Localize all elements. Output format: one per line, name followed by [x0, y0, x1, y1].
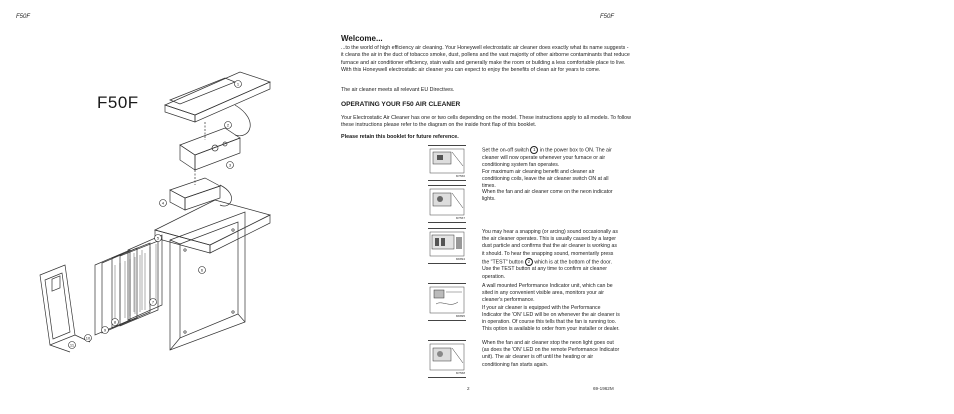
switch-callout: 1 [530, 146, 538, 154]
step-text-before: Set the on-off switch [482, 147, 529, 154]
step-4-illustration [428, 283, 466, 321]
exploded-diagram [30, 60, 280, 360]
callout-label: 8 [113, 319, 117, 325]
welcome-title: Welcome... [341, 34, 383, 43]
step-image-code: M7567 [455, 216, 465, 220]
step-text-before: You may hear a snapping (or arcing) sound occasionally as the air cleaner operates. This is usually caused by a larger dust particle and confirms that the air cleaner is working as it should. To hear the snapping sound, momentarily press the "TEST" button [482, 229, 618, 266]
document-code: 69-1962M [593, 386, 614, 391]
step-image-code: M7566 [455, 174, 465, 178]
step-text-after: in the power box to ON. The air cleaner will now operate whenever your furnace or air conditioning system fan operates. For maximum air cleaning benefit and cleaner air conditioning coils, leave the air cleaner switch ON at all times. [482, 147, 612, 190]
callout-label: 11 [69, 342, 75, 348]
step-5-illustration [428, 340, 466, 378]
step-text-after: which is at the bottom of the door. Use the TEST button at any time to confirm air cleaner operation. [482, 259, 612, 280]
step-image-code: M7568 [455, 371, 465, 375]
callout-label: 10 [85, 335, 91, 341]
step-3-illustration [428, 228, 466, 264]
step-3-text [482, 229, 620, 281]
retain-note: Please retain this booklet for future reference. [341, 134, 459, 140]
callout-label: 4 [161, 200, 165, 206]
test-button-callout: 2 [525, 258, 533, 266]
callout-label: 6 [200, 267, 204, 273]
callout-label: 3 [228, 162, 232, 168]
page-number: 2 [467, 386, 470, 391]
step-4-text: A wall mounted Performance Indicator unit, which can be sited in any convenient visible area, monitors your air cleaner's performance. If your air cleaner is equipped with the Performance Indicator the 'ON' LED will be on whenever the air cleaner is in operation. Of course this tells that the fan is running too. This option is available to order from your installer or dealer. [482, 283, 620, 333]
step-image-code: M6894 [455, 257, 465, 261]
callout-label: 2 [226, 122, 230, 128]
section-title: OPERATING YOUR F50 AIR CLEANER [341, 101, 461, 108]
left-header-code: F50F [16, 14, 31, 20]
step-5-text: When the fan and air cleaner stop the neon light goes out (as does the 'ON' LED on the remote Performance Indicator unit). The air cleaner is off until the heating or air conditioning fan starts again. [482, 340, 620, 368]
callout-label: 9 [103, 327, 107, 333]
eu-note: The air cleaner meets all relevant EU Directives. [341, 87, 455, 93]
step-1-text [482, 146, 620, 191]
step-image-code: M6895 [455, 314, 465, 318]
step-2-text: When the fan and air cleaner come on the neon indicator lights. [482, 189, 613, 203]
callout-label: 7 [151, 299, 155, 305]
welcome-body: ...to the world of high efficiency air cleaning. Your Honeywell electrostatic air cleaner does exactly what its name suggests - it cleans the air in the duct of tobacco smoke, dust, pollens and the vast majority of other airborne contaminants that reduce furnace and air conditioner efficiency, stain walls and generally make the room or building a less comfortable place to live. With this Honeywell electrostatic air cleaner you can expect to enjoy the benefits of clean air for years to come. [341, 45, 630, 73]
step-1-illustration [428, 145, 466, 181]
section-body: Your Electrostatic Air Cleaner has one or two cells depending on the model. These instructions apply to all models. To follow these instructions please refer to the diagram on the inside front flap of this booklet. [341, 115, 631, 129]
callout-label: 1 [236, 81, 240, 87]
callout-label: 5 [156, 235, 160, 241]
model-title: F50F [97, 93, 139, 112]
right-header-code: F50F [600, 14, 615, 20]
step-2-illustration [428, 185, 466, 223]
